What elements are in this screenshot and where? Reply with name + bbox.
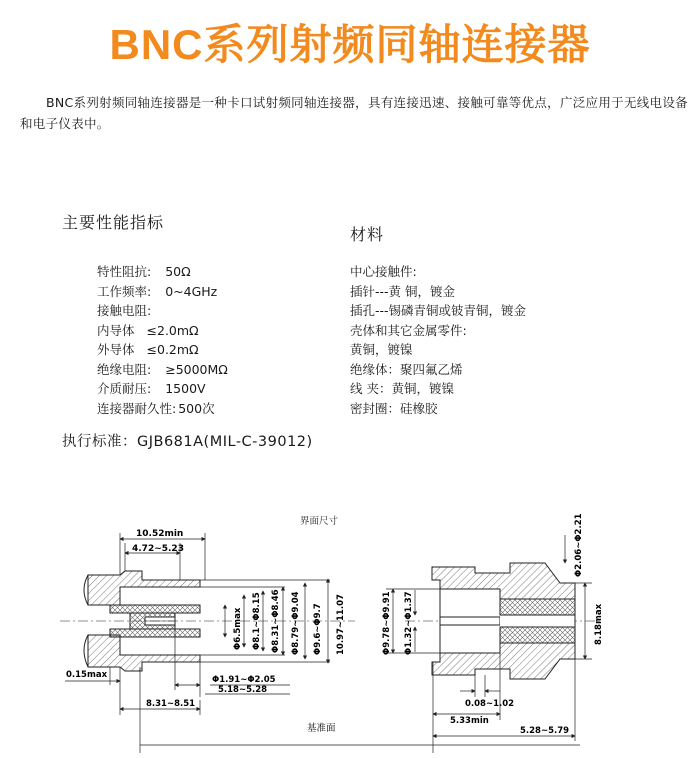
- spec-row: [97, 262, 228, 282]
- datum-label: 基准面: [307, 723, 336, 734]
- spec-value: 50Ω: [165, 264, 191, 279]
- spec-row: [97, 282, 228, 302]
- spec-label: 外导体: [97, 342, 135, 357]
- spec-label: 接触电阻:: [97, 303, 152, 318]
- materials-heading: 材料: [350, 225, 385, 244]
- performance-list: [97, 262, 228, 418]
- dim-8-18: 8.18max: [594, 603, 604, 645]
- material-row: 插孔---锡磷青铜或铍青铜，镀金: [350, 303, 527, 318]
- spec-label: 连接器耐久性:: [97, 400, 177, 416]
- performance-heading: 主要性能指标: [62, 213, 165, 232]
- interface-dimension-drawing: [0, 505, 700, 758]
- material-row: 密封圈：硅橡胶: [350, 400, 438, 416]
- material-row: 黄铜，镀镍: [350, 342, 413, 357]
- dim-4-72: 4.72~5.23: [132, 544, 184, 554]
- dim-phi6-5: Φ6.5max: [233, 607, 243, 650]
- spec-value: 500次: [178, 400, 215, 416]
- dim-phi8-1: Φ8.1~Φ8.15: [252, 592, 262, 650]
- dim-5-28: 5.28~5.79: [520, 726, 570, 736]
- spec-value: 1500V: [165, 381, 206, 396]
- material-row: 绝缘体：聚四氟乙烯: [350, 361, 463, 377]
- materials-list: [350, 262, 526, 418]
- dim-phi1-32: Φ1.32~Φ1.37: [404, 591, 414, 655]
- material-row: 插针---黄 铜，镀金: [350, 283, 456, 299]
- page-title: BNC系列射频同轴连接器: [109, 21, 591, 68]
- dim-phi1-91: Φ1.91~Φ2.05: [212, 675, 276, 685]
- dim-8-31: 8.31~8.51: [146, 699, 196, 709]
- spec-row: [97, 360, 228, 380]
- material-row: 线 夹：黄铜，镀镍: [350, 381, 454, 396]
- left-connector-section: [60, 571, 355, 671]
- intro-paragraph: BNC系列射频同轴连接器是一种卡口试射频同轴连接器，具有连接迅速、接触可靠等优点，广泛应用于无线电设备和电子仪表中。: [20, 95, 688, 131]
- spec-value: 0~4GHz: [165, 283, 218, 299]
- drawing-title: 界面尺寸: [300, 516, 339, 527]
- dim-phi9-78: Φ9.78~Φ9.91: [382, 591, 392, 655]
- dim-phi8-31: Φ8.31~Φ8.46: [271, 589, 281, 653]
- spec-value: ≤0.2mΩ: [146, 342, 199, 357]
- spec-label: 内导体: [97, 322, 135, 338]
- dim-5-18: 5.18~5.28: [218, 685, 268, 695]
- spec-row: [97, 340, 228, 360]
- spec-row: [97, 301, 228, 321]
- spec-row: [97, 379, 228, 399]
- spec-row: [97, 321, 228, 341]
- spec-label: 特性阻抗:: [97, 264, 152, 279]
- standard-line: 执行标准：GJB681A(MIL-C-39012): [62, 434, 313, 450]
- dim-phi2-06: Φ2.06~Φ2.21: [574, 513, 584, 577]
- spec-label: 介质耐压:: [97, 381, 152, 396]
- dim-0-08: 0.08~1.02: [465, 699, 515, 709]
- dim-phi8-79: Φ8.79~Φ9.04: [291, 591, 301, 655]
- right-connector-section: [405, 563, 600, 679]
- dim-phi9-6: Φ9.6~Φ9.7: [313, 603, 323, 655]
- spec-label: 工作频率:: [97, 283, 152, 299]
- dim-5-33: 5.33min: [450, 716, 489, 726]
- spec-value: ≤2.0mΩ: [146, 322, 199, 338]
- spec-row: [97, 399, 228, 419]
- material-row: 壳体和其它金属零件:: [350, 322, 467, 338]
- dim-10-97: 10.97~11.07: [336, 594, 346, 655]
- dim-0-15: 0.15max: [66, 670, 108, 680]
- dim-10-52: 10.52min: [136, 529, 184, 539]
- material-row: 中心接触件:: [350, 264, 417, 279]
- spec-value: ≥5000MΩ: [165, 361, 228, 377]
- spec-label: 绝缘电阻:: [97, 361, 152, 377]
